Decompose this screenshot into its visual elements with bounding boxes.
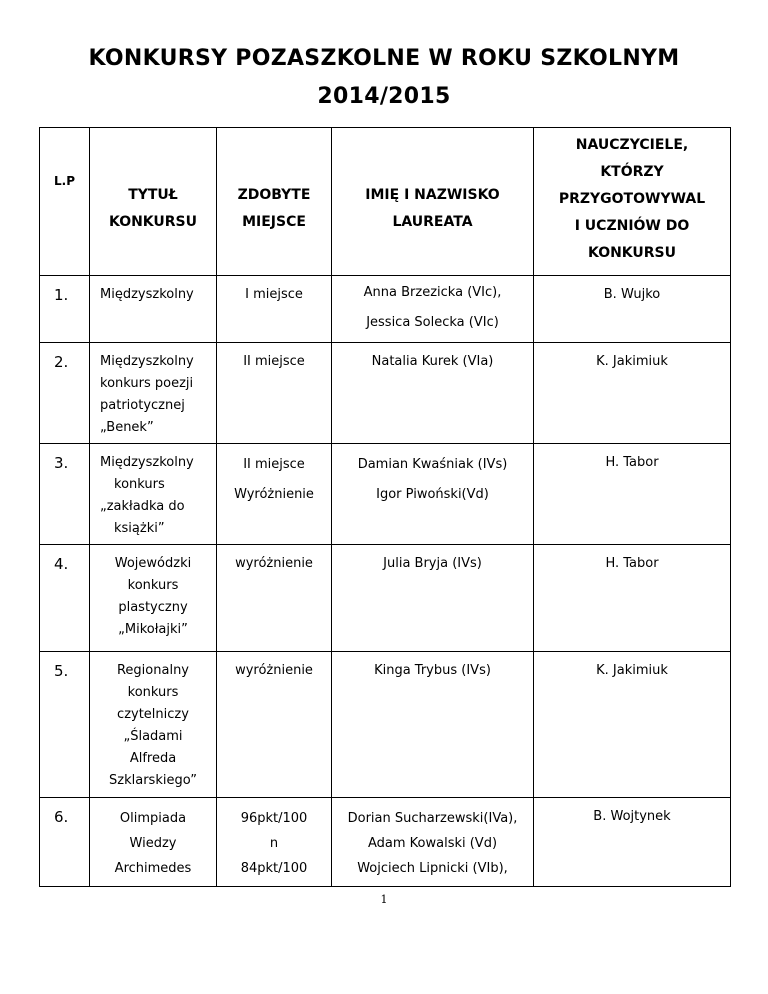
table-row — [40, 545, 731, 652]
table-row — [40, 444, 731, 545]
teacher-line: H. Tabor — [605, 455, 659, 470]
teacher-line: B. Wujko — [603, 287, 661, 302]
place-line: Wyróżnienie — [234, 487, 314, 502]
page-number: 1 — [380, 893, 388, 906]
title-line: Wojewódzki — [114, 556, 192, 571]
place-line: I miejsce — [245, 287, 303, 302]
header-place — [217, 128, 332, 276]
row-name — [332, 343, 534, 444]
title-line: Regionalny — [116, 663, 189, 678]
name-line: Natalia Kurek (VIa) — [371, 354, 494, 369]
title-line: konkurs — [114, 477, 165, 492]
title-line: „Śladami — [123, 729, 183, 744]
title-line: konkurs — [127, 685, 179, 700]
teacher-line: K. Jakimiuk — [596, 354, 668, 369]
title-line: Międzyszkolny — [100, 455, 194, 470]
place-line: wyróżnienie — [235, 663, 313, 678]
header-title-line: TYTUŁ — [128, 186, 178, 203]
row-teacher — [534, 444, 731, 545]
row-name — [332, 652, 534, 798]
row-number: 1. — [40, 276, 90, 343]
teacher-line: K. Jakimiuk — [596, 663, 668, 678]
header-teacher — [534, 128, 731, 276]
table-row — [40, 276, 731, 343]
header-teacher-line: NAUCZYCIELE, — [575, 137, 689, 153]
row-number: 6. — [40, 798, 90, 887]
title-line: Międzyszkolny — [100, 354, 194, 369]
title-line: patriotycznej — [100, 398, 185, 413]
header-teacher-line: KONKURSU — [587, 245, 677, 261]
table-row — [40, 798, 731, 887]
row-name — [332, 444, 534, 545]
header-place-line: ZDOBYTE — [237, 186, 311, 203]
row-title — [90, 343, 217, 444]
row-number: 4. — [40, 545, 90, 652]
contests-table — [39, 127, 731, 887]
teacher-line: B. Wojtynek — [593, 809, 671, 824]
row-teacher — [534, 652, 731, 798]
place-line: n — [269, 836, 279, 851]
document-year: 2014/2015 — [317, 84, 451, 109]
name-line: Adam Kowalski (Vd) — [367, 836, 498, 851]
place-line: wyróżnienie — [235, 556, 313, 571]
title-line: konkurs — [127, 578, 179, 593]
name-line: Damian Kwaśniak (IVs) — [357, 457, 508, 472]
name-line: Igor Piwoński(Vd) — [376, 487, 489, 502]
row-title — [90, 545, 217, 652]
row-title — [90, 652, 217, 798]
row-name — [332, 798, 534, 887]
teacher-line: H. Tabor — [605, 556, 659, 571]
name-line: Wojciech Lipnicki (VIb), — [357, 861, 508, 876]
header-place-line: MIEJSCE — [242, 213, 306, 230]
title-line: Wiedzy — [129, 836, 177, 851]
title-line: czytelniczy — [117, 707, 189, 722]
table-header-row — [40, 128, 731, 276]
table-row — [40, 343, 731, 444]
row-title — [90, 444, 217, 545]
row-name — [332, 276, 534, 343]
row-name — [332, 545, 534, 652]
header-teacher-line: I UCZNIÓW DO — [574, 218, 690, 234]
row-place — [217, 652, 332, 798]
header-teacher-line: PRZYGOTOWYWAL — [558, 191, 706, 207]
title-line: „Mikołajki” — [118, 622, 188, 637]
name-line: Julia Bryja (IVs) — [383, 556, 482, 571]
row-title — [90, 798, 217, 887]
title-line: Międzyszkolny — [100, 287, 194, 302]
header-name-line: LAUREATA — [392, 213, 473, 230]
row-place — [217, 444, 332, 545]
row-teacher — [534, 545, 731, 652]
table-row — [40, 652, 731, 798]
header-title-line: KONKURSU — [108, 213, 198, 230]
row-title — [90, 276, 217, 343]
row-place — [217, 798, 332, 887]
title-line: Olimpiada — [119, 811, 187, 826]
title-line: plastyczny — [118, 600, 188, 615]
header-teacher-line: KTÓRZY — [600, 164, 664, 180]
title-line: Archimedes — [114, 861, 192, 876]
place-line: 84pkt/100 — [240, 861, 308, 876]
row-place — [217, 276, 332, 343]
name-line: Kinga Trybus (IVs) — [374, 663, 491, 678]
row-number: 3. — [40, 444, 90, 545]
place-line: 96pkt/100 — [240, 811, 308, 826]
title-line: „zakładka do — [100, 499, 185, 514]
header-lp: L.P — [40, 128, 90, 276]
row-teacher — [534, 276, 731, 343]
row-place — [217, 343, 332, 444]
place-line: II miejsce — [243, 457, 305, 472]
title-line: książki” — [114, 521, 165, 536]
name-line: Anna Brzezicka (VIc), — [363, 285, 502, 300]
name-line: Jessica Solecka (VIc) — [366, 315, 499, 330]
header-title — [90, 128, 217, 276]
document-title: KONKURSY POZASZKOLNE W ROKU SZKOLNYM — [88, 46, 680, 71]
row-number: 5. — [40, 652, 90, 798]
title-line: Alfreda — [129, 751, 177, 766]
row-place — [217, 545, 332, 652]
title-line: konkurs poezji — [100, 376, 194, 391]
header-name-line: IMIĘ I NAZWISKO — [365, 186, 500, 203]
title-line: Szklarskiego” — [109, 773, 197, 788]
place-line: II miejsce — [243, 354, 305, 369]
name-line: Dorian Sucharzewski(IVa), — [347, 811, 518, 826]
header-name — [332, 128, 534, 276]
row-number: 2. — [40, 343, 90, 444]
title-line: „Benek” — [100, 420, 154, 435]
row-teacher — [534, 343, 731, 444]
row-teacher — [534, 798, 731, 887]
